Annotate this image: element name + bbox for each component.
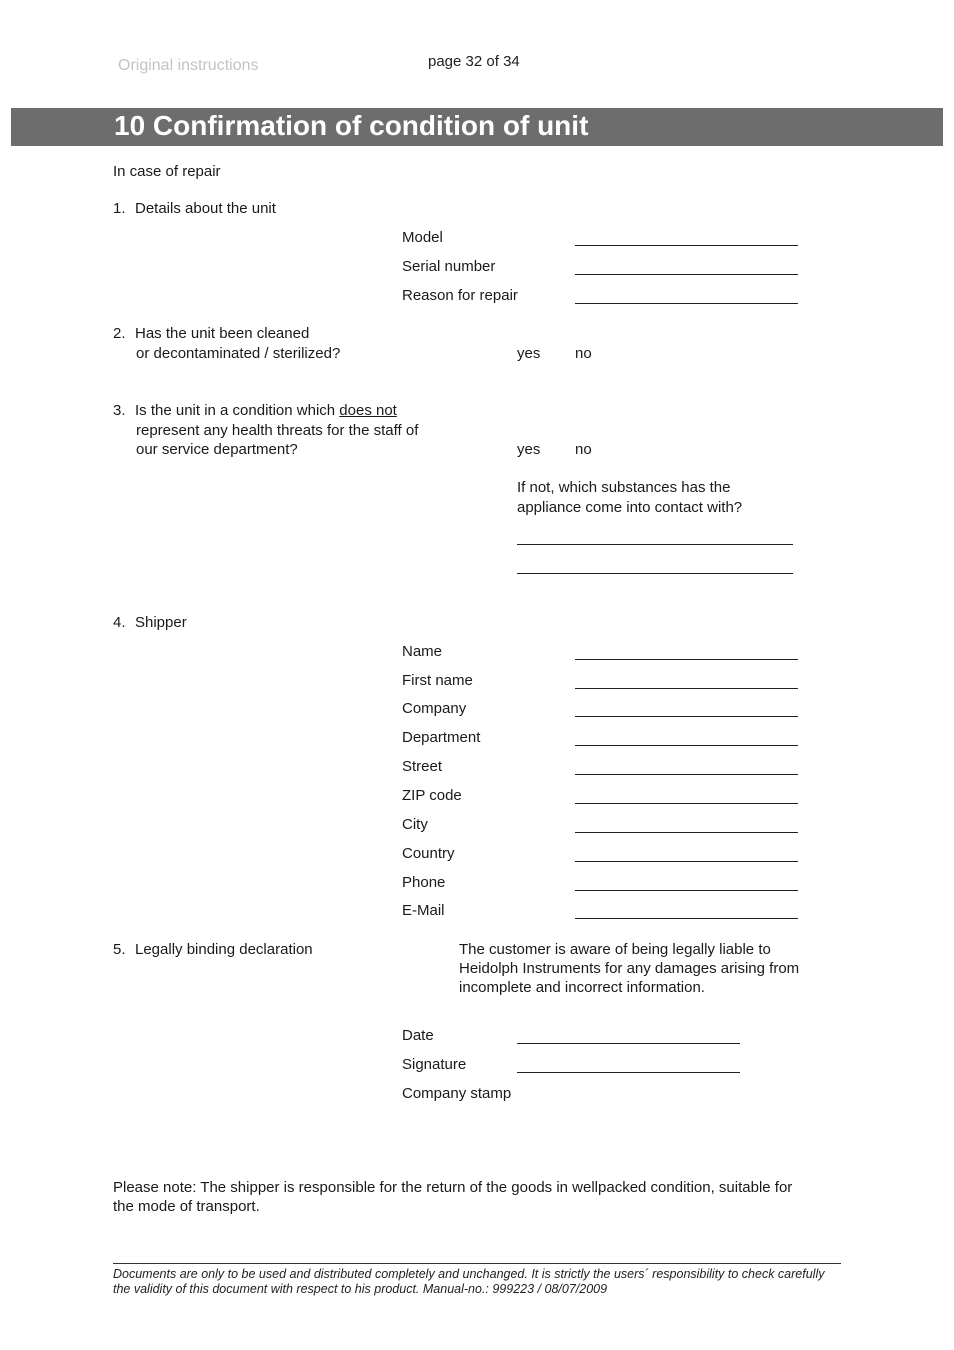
street-field[interactable] (575, 757, 798, 775)
section-4-heading (113, 613, 187, 632)
note-line-2: the mode of transport. (113, 1198, 260, 1215)
field-label-country: Country (402, 845, 455, 862)
footer-line-2: the validity of this document with respect to his product. Manual-no.: 999223 / 08/07/2009 (113, 1282, 608, 1296)
zip-code-field[interactable] (575, 786, 798, 804)
field-label-reason-for-repair: Reason for repair (402, 287, 518, 304)
section-4-title: Shipper (135, 614, 187, 631)
original-instructions-label: Original instructions (118, 57, 259, 74)
country-field[interactable] (575, 844, 798, 862)
field-label-zip-code: ZIP code (402, 787, 462, 804)
page-number: page 32 of 34 (428, 53, 520, 70)
section-1-heading (113, 199, 276, 218)
field-label-model: Model (402, 229, 443, 246)
section-2-yes-option[interactable]: yes (517, 345, 541, 362)
model-field[interactable] (575, 228, 798, 246)
field-label-email: E-Mail (402, 902, 445, 919)
phone-field[interactable] (575, 873, 798, 891)
declaration-line-3: incomplete and incorrect information. (459, 979, 705, 996)
field-label-date: Date (402, 1027, 434, 1044)
serial-number-field[interactable] (575, 257, 798, 275)
section-2-line-1 (113, 324, 309, 343)
section-1-title: Details about the unit (135, 200, 276, 217)
section-title-bar (11, 108, 943, 146)
section-2-question-2: or decontaminated / sterilized? (136, 345, 341, 362)
section-2-question-1: Has the unit been cleaned (135, 325, 310, 342)
footer-disclaimer (113, 1267, 853, 1297)
section-3-question-3: our service department? (136, 441, 298, 458)
substances-field-2[interactable] (517, 556, 793, 574)
substances-question-2: appliance come into contact with? (517, 499, 743, 516)
section-3-no-option[interactable]: no (575, 441, 592, 458)
first-name-field[interactable] (575, 671, 798, 689)
intro-text: In case of repair (113, 163, 221, 180)
section-3-underlined-text: does not (339, 402, 397, 419)
section-2-no-option[interactable]: no (575, 345, 592, 362)
field-label-serial-number: Serial number (402, 258, 496, 275)
section-5-heading (113, 940, 313, 959)
company-field[interactable] (575, 699, 798, 717)
footer-divider (113, 1263, 841, 1264)
section-3-line-1 (113, 401, 397, 420)
field-label-name: Name (402, 643, 443, 660)
section-5-title: Legally binding declaration (135, 941, 313, 958)
signature-field[interactable] (517, 1055, 740, 1073)
section-3-question-2: represent any health threats for the staff of (136, 422, 419, 439)
field-label-city: City (402, 816, 428, 833)
section-2-number: 2. (113, 325, 126, 342)
date-field[interactable] (517, 1026, 740, 1044)
section-3-number: 3. (113, 402, 126, 419)
field-label-department: Department (402, 729, 481, 746)
department-field[interactable] (575, 728, 798, 746)
field-label-street: Street (402, 758, 443, 775)
field-label-first-name: First name (402, 672, 473, 689)
reason-for-repair-field[interactable] (575, 286, 798, 304)
field-label-phone: Phone (402, 874, 446, 891)
section-3-yes-option[interactable]: yes (517, 441, 541, 458)
note-line-1: Please note: The shipper is responsible for the return of the goods in wellpacked condition, suitable for (113, 1179, 793, 1196)
footer-line-1: Documents are only to be used and distributed completely and unchanged. It is strictly the users´ responsibility to check carefully (113, 1267, 825, 1281)
substances-field-1[interactable] (517, 527, 793, 545)
substances-question-1: If not, which substances has the (517, 479, 731, 496)
section-4-number: 4. (113, 614, 126, 631)
section-5-number: 5. (113, 941, 126, 958)
field-label-company: Company (402, 700, 467, 717)
email-field[interactable] (575, 901, 798, 919)
page-title: 10 Confirmation of condition of unit (114, 110, 589, 141)
section-3-question-1: Is the unit in a condition which (135, 402, 340, 419)
city-field[interactable] (575, 815, 798, 833)
name-field[interactable] (575, 642, 798, 660)
declaration-line-2: Heidolph Instruments for any damages arising from (459, 960, 800, 977)
declaration-line-1: The customer is aware of being legally liable to (459, 941, 771, 958)
field-label-company-stamp: Company stamp (402, 1085, 512, 1102)
field-label-signature: Signature (402, 1056, 467, 1073)
section-1-number: 1. (113, 200, 126, 217)
